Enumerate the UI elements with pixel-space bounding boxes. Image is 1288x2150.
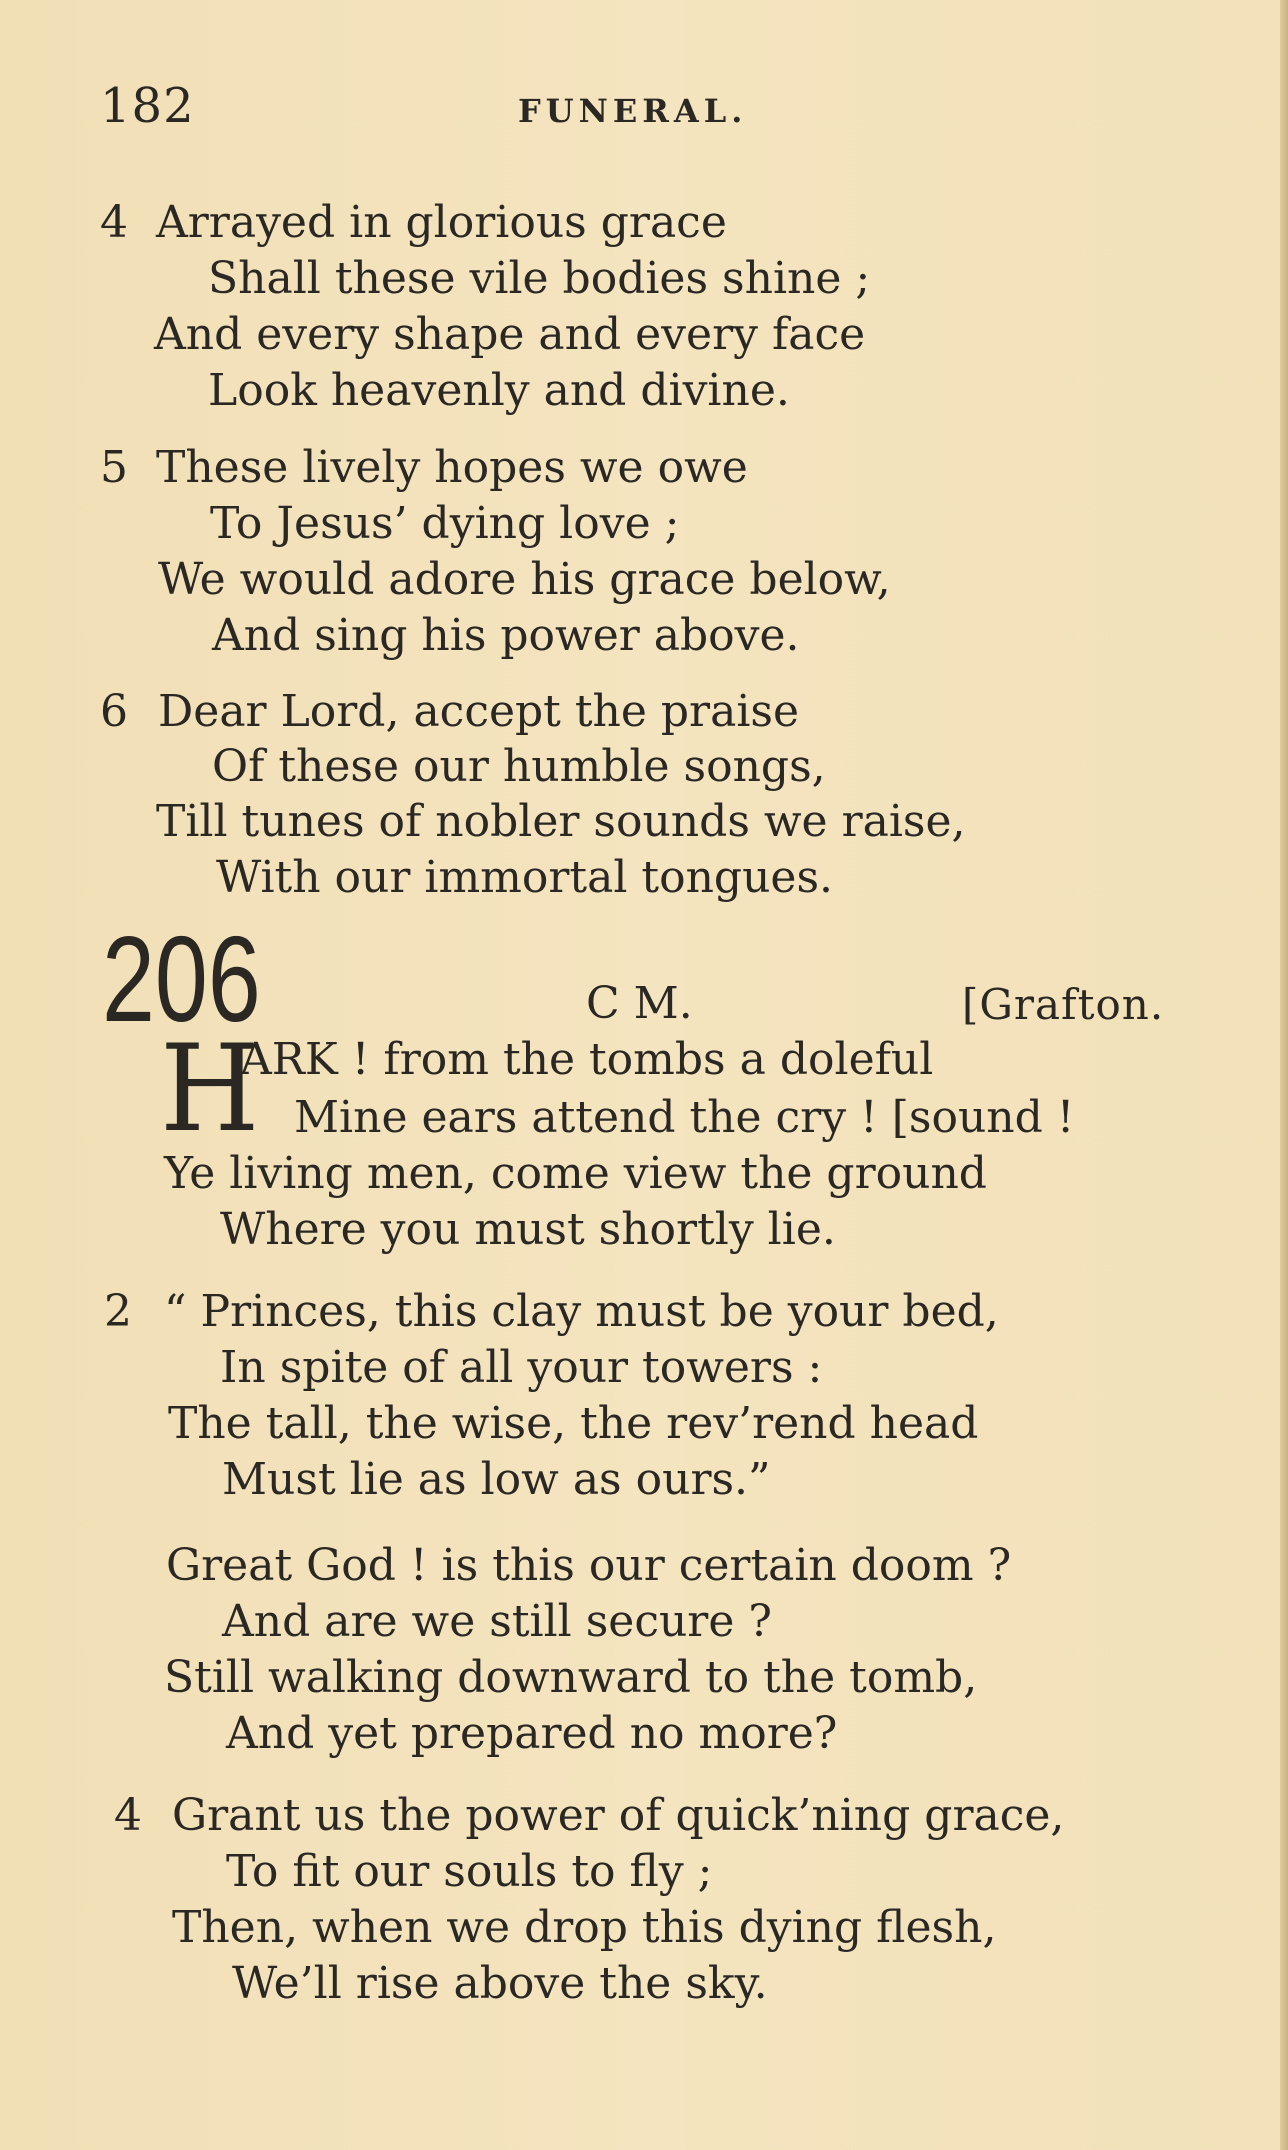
hymn-tune: [Grafton. xyxy=(962,980,1165,1029)
drop-cap: H xyxy=(160,1020,260,1159)
verse-line: We’ll rise above the sky. xyxy=(232,1958,768,2009)
verse-line: Then, when we drop this dying flesh, xyxy=(172,1902,997,1953)
verse-line xyxy=(240,1034,934,1085)
verse-line: And yet prepared no more? xyxy=(226,1708,838,1759)
page-edge xyxy=(1280,0,1288,2150)
verse-line: Still walking downward to the tomb, xyxy=(164,1652,978,1703)
stanza-number: 6 xyxy=(100,686,128,737)
verse-line-text: ARK ! from the tombs a doleful xyxy=(240,1034,934,1085)
verse-line: And are we still secure ? xyxy=(222,1596,772,1647)
stanza-number: 4 xyxy=(114,1790,142,1841)
stanza-number: 2 xyxy=(104,1286,132,1337)
verse-line: Great God ! is this our certain doom ? xyxy=(166,1540,1012,1591)
verse-line: Look heavenly and divine. xyxy=(208,365,790,416)
verse-line: “ Princes, this clay must be your bed, xyxy=(164,1286,999,1337)
verse-line: And every shape and every face xyxy=(154,309,866,360)
verse-line: To fit our souls to fly ; xyxy=(226,1846,713,1897)
stanza-number: 5 xyxy=(100,442,128,493)
verse-line: Mine ears attend the cry ! [sound ! xyxy=(294,1092,1075,1143)
verse-line: Grant us the power of quick’ning grace, xyxy=(172,1790,1065,1841)
verse-line: These lively hopes we owe xyxy=(156,442,748,493)
verse-line: Where you must shortly lie. xyxy=(220,1204,836,1255)
page-number: 182 xyxy=(100,78,195,134)
verse-line: Till tunes of nobler sounds we raise, xyxy=(156,796,966,847)
verse-line: In spite of all your towers : xyxy=(220,1342,823,1393)
verse-line: Shall these vile bodies shine ; xyxy=(208,253,871,304)
verse-line: Of these our humble songs, xyxy=(212,741,826,792)
verse-line: We would adore his grace below, xyxy=(158,554,891,605)
verse-line: The tall, the wise, the rev’rend head xyxy=(168,1398,979,1449)
verse-line: Arrayed in glorious grace xyxy=(156,197,727,248)
section-title: FUNERAL. xyxy=(518,92,748,130)
verse-line: To Jesus’ dying love ; xyxy=(210,498,680,549)
verse-line: Must lie as low as ours.” xyxy=(222,1454,771,1505)
hymn-meter: C M. xyxy=(586,978,693,1029)
verse-line: And sing his power above. xyxy=(212,610,800,661)
verse-line: Ye living men, come view the ground xyxy=(164,1148,987,1199)
hymn-number: 206 xyxy=(102,911,261,1047)
verse-line: Dear Lord, accept the praise xyxy=(158,686,800,737)
stanza-number: 4 xyxy=(100,197,128,248)
verse-line: With our immortal tongues. xyxy=(216,852,834,903)
